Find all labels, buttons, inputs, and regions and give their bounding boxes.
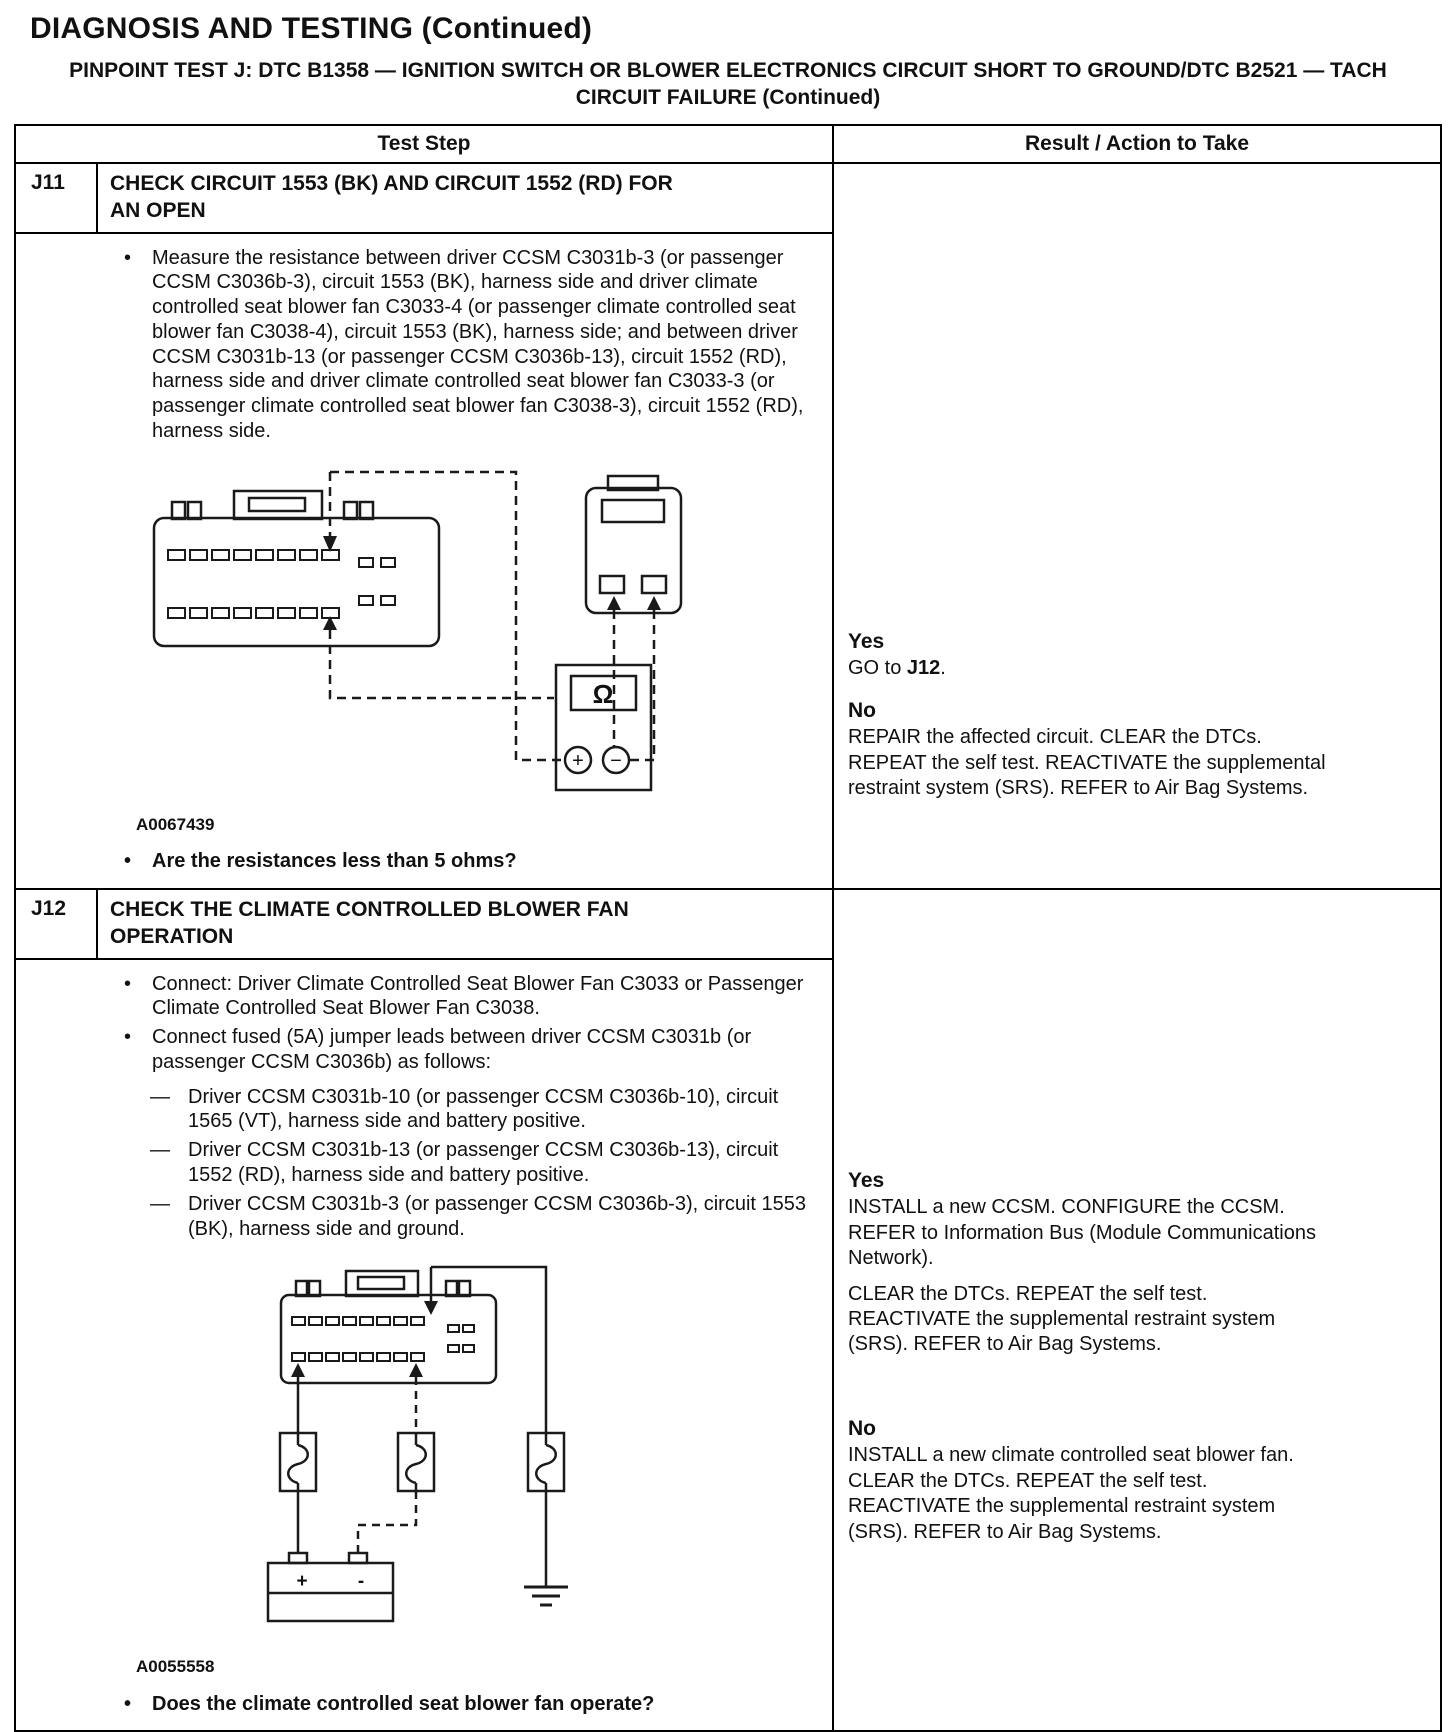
lead-arrows [291,1301,438,1377]
result-action-text [848,656,1326,681]
ohm-symbol: Ω [592,678,614,709]
instruction-item [124,246,812,444]
result-action-text [848,1443,1326,1545]
ccsm-pins [168,550,395,618]
instruction-text: Connect: Driver Climate Controlled Seat Blower Fan C3033 or Passenger Climate Controlled Seat Blower Fan C3038. [152,972,804,1020]
result-yes-j12 [848,1168,1426,1358]
action-text: GO to [848,657,907,680]
question-text: Are the resistances less than 5 ohms? [152,849,517,872]
result-action-text [848,725,1326,801]
pinpoint-test-heading: PINPOINT TEST J: DTC B1358 — IGNITION SWITCH OR BLOWER ELECTRONICS CIRCUIT SHORT TO GROUND/DTC B2521 — TACH CIRCUIT FAILURE (Continued) [69,59,1387,109]
action-paragraph: INSTALL a new CCSM. CONFIGURE the CCSM. REFER to Information Bus (Module Communications Network). [848,1196,1316,1270]
jumper-connection-list [150,1085,812,1242]
dash-icon: — [150,1085,170,1108]
step-header-j12 [16,890,832,960]
instruction-list-j11 [124,246,812,444]
ohmmeter-test-diagram [116,460,736,810]
bullet-icon: • [124,972,132,995]
step-id-j11: J11 [16,164,98,232]
column-header-result-action: Result / Action to Take [1024,131,1250,155]
battery-plus-label: + [296,1571,308,1593]
step-header-j11 [16,164,832,234]
wiring-diagram-j12 [206,1257,806,1652]
test-leads [330,472,654,760]
plus-terminal-label: + [572,749,584,772]
fuse-2 [398,1433,434,1491]
test-step-cell-j11 [16,164,834,888]
battery [268,1553,393,1621]
document-title: DIAGNOSIS AND TESTING (Continued) [30,12,593,45]
ccsm-connector [154,491,439,646]
ccsm-pins [292,1317,474,1361]
result-label-yes: Yes [848,1168,885,1192]
result-yes-j11 [848,629,1426,682]
test-step-row-j12 [16,890,1440,1731]
instruction-item [124,1025,812,1075]
action-paragraph: CLEAR the DTCs. REPEAT the self test. REACTIVATE the supplemental restraint system (SRS). REFER to Air Bag Systems. [848,1282,1276,1356]
test-step-row-j11 [16,164,1440,890]
figure-label-j11: A0067439 [136,814,215,834]
ground-symbol [524,1587,568,1605]
dash-item [150,1085,812,1135]
result-label-no: No [848,1416,876,1440]
bullet-icon: • [124,1692,132,1715]
dash-item-text: Driver CCSM C3031b-10 (or passenger CCSM C3036b-10), circuit 1565 (VT), harness side and battery positive. [188,1085,779,1133]
dash-item [150,1192,812,1242]
dash-item [150,1138,812,1188]
figure-label-j12: A0055558 [136,1657,215,1677]
step-body-j11 [16,234,832,888]
step-title-j12: CHECK THE CLIMATE CONTROLLED BLOWER FAN OPERATION [110,897,629,948]
instruction-text: Measure the resistance between driver CCSM C3031b-3 (or passenger CCSM C3036b-3), circuit 1553 (BK), harness side and driver climate controlled seat blower fan C3033-4 (or passenger climate controlled seat blower fan C3038-4), circuit 1553 (BK), harness side; and between driver CCSM C3031b-13 (or passenger CCSM C3036b-13), circuit 1552 (RD), harness side and driver climate controlled seat blower fan C3033-3 (or passenger climate controlled seat blower fan C3038-3), circuit 1552 (RD), harness side. [152,246,804,443]
dash-icon: — [150,1139,170,1162]
result-cell-j12 [834,890,1440,1731]
action-reference: J12 [906,657,941,680]
instruction-text: Connect fused (5A) jumper leads between driver CCSM C3031b (or passenger CCSM C3036b) as follows: [152,1026,752,1073]
bullet-icon: • [124,849,132,872]
dash-item-text: Driver CCSM C3031b-3 (or passenger CCSM C3036b-3), circuit 1553 (BK), harness side and ground. [188,1192,807,1240]
dash-item-text: Driver CCSM C3031b-13 (or passenger CCSM C3036b-13), circuit 1552 (RD), harness side and battery positive. [188,1139,779,1187]
result-no-j12 [848,1416,1426,1545]
step-title-j11: CHECK CIRCUIT 1553 (BK) AND CIRCUIT 1552 (RD) FOR AN OPEN [110,171,673,222]
action-paragraph: REPAIR the affected circuit. CLEAR the DTCs. REPEAT the self test. REACTIVATE the supplemental restraint system (SRS). REFER to Air Bag Systems. [848,726,1326,800]
question-j11 [124,849,792,874]
diagnostic-table [14,124,1442,1732]
action-text-end: . [940,657,946,680]
wiring-diagram-j11 [116,460,806,810]
bullet-icon: • [124,246,132,269]
column-header-test-step: Test Step [16,126,834,162]
jumper-leads [298,1267,546,1587]
jumper-lead-diagram [206,1257,706,1652]
test-step-cell-j12 [16,890,834,1731]
question-j12 [124,1692,792,1717]
blower-fan-connector [586,476,681,613]
instruction-item [124,972,812,1022]
battery-minus-label: - [357,1571,365,1593]
dash-icon: — [150,1192,170,1215]
question-text: Does the climate controlled seat blower fan operate? [152,1692,655,1715]
result-cell-j11 [834,164,1440,888]
minus-terminal-label: − [610,749,622,772]
lead-arrows [323,536,661,630]
action-paragraph: INSTALL a new climate controlled seat blower fan. CLEAR the DTCs. REPEAT the self test. REACTIVATE the supplemental restraint system (SRS). REFER to Air Bag Systems. [848,1444,1294,1543]
fuse-1 [280,1433,316,1491]
fuse-3 [528,1433,564,1491]
result-action-text [848,1195,1326,1357]
result-label-no: No [848,698,876,722]
step-id-j12: J12 [16,890,98,958]
bullet-icon: • [124,1026,132,1049]
result-no-j11 [848,698,1426,802]
instruction-list-j12 [124,972,812,1075]
step-body-j12 [16,960,832,1731]
result-label-yes: Yes [848,629,885,653]
table-header-row [16,126,1440,164]
